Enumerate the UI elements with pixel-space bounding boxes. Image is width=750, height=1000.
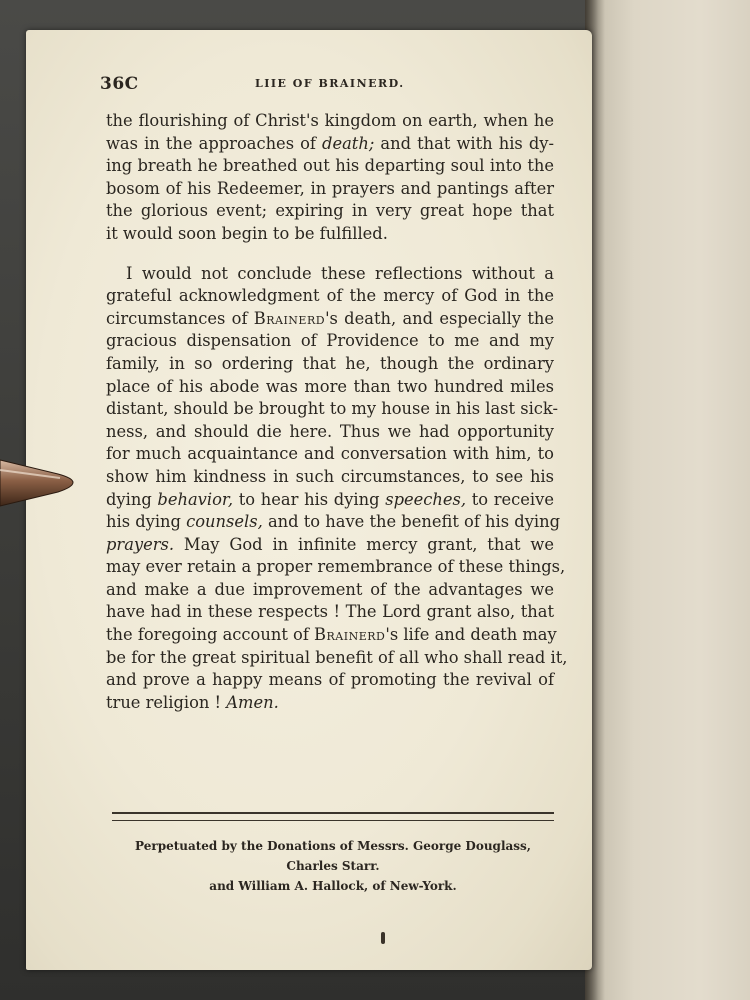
text-line: and make a due improvement of the advantages we — [106, 579, 554, 599]
text-line: was in the approaches of death; and that with his dy- — [106, 133, 554, 153]
text-line: place of his abode was more than two hundred miles — [106, 376, 554, 396]
footer-note — [108, 836, 558, 896]
text-line: the foregoing account of Brainerd's life and death may — [106, 625, 557, 645]
text-line: have had in these respects ! The Lord grant also, that — [106, 602, 554, 622]
name-brainerd: Brainerd — [253, 308, 326, 328]
text-line: bosom of his Redeemer, in prayers and pantings after — [106, 178, 554, 198]
text-line: and prove a happy means of promoting the revival of — [106, 670, 554, 690]
emphasis-prayers: prayers. — [106, 534, 175, 554]
text-line: dying behavior, to hear his dying speeches, to receive — [106, 489, 554, 509]
text-line: be for the great spiritual benefit of all who shall read it, — [106, 647, 568, 667]
text-line: show him kindness in such circumstances, to see his — [106, 466, 554, 486]
page-number: 36C — [100, 74, 139, 94]
text-line: ness, and should die here. Thus we had opportunity — [106, 421, 554, 441]
text-line: family, in so ordering that he, though the ordinary — [106, 353, 554, 373]
text-line: it would soon begin to be fulfilled. — [106, 223, 388, 243]
page-body-text — [106, 110, 568, 714]
text-line: the glorious event; expiring in very great hope that — [106, 201, 554, 221]
running-title: LIIE OF BRAINERD. — [255, 77, 405, 90]
text-line: the flourishing of Christ's kingdom on earth, when he — [106, 111, 554, 130]
footer-line: Perpetuated by the Donations of Messrs. George Douglass, Charles Starr. — [135, 839, 531, 873]
name-brainerd: Brainerd — [314, 625, 386, 645]
text-line: gracious dispensation of Providence to me and my — [106, 331, 554, 351]
text-line: distant, should be brought to my house in his last sick- — [106, 399, 559, 419]
text-line: grateful acknowledgment of the mercy of God in the — [106, 286, 554, 306]
emphasis-counsels: counsels, — [186, 512, 263, 532]
text-line: for much acquaintance and conversation with him, to — [106, 444, 554, 464]
text-line: I would not conclude these reflections without a — [126, 263, 554, 283]
emphasis-behavior: behavior, — [157, 489, 234, 509]
emphasis-speeches: speeches, — [385, 489, 467, 509]
running-head — [100, 74, 560, 96]
text-line: ing breath he breathed out his departing soul into the — [106, 156, 554, 176]
text-line: his dying counsels, and to have the benefit of his dying — [106, 512, 561, 532]
facing-page — [585, 0, 750, 1000]
pen-pointer-icon — [0, 452, 90, 512]
footer-line: and William A. Hallock, of New-York. — [209, 879, 457, 893]
text-line: may ever retain a proper remembrance of these things, — [106, 557, 566, 577]
text-line: circumstances of Brainerd's death, and especially the — [106, 308, 554, 328]
emphasis-death: death; — [322, 133, 375, 153]
printer-mark — [381, 932, 385, 944]
double-rule-divider — [112, 812, 554, 821]
text-line: true religion ! Amen. — [106, 692, 279, 712]
paragraph-gap — [106, 246, 554, 263]
text-line: prayers. May God in infinite mercy grant, that we — [106, 534, 554, 554]
emphasis-amen: Amen. — [226, 692, 279, 712]
